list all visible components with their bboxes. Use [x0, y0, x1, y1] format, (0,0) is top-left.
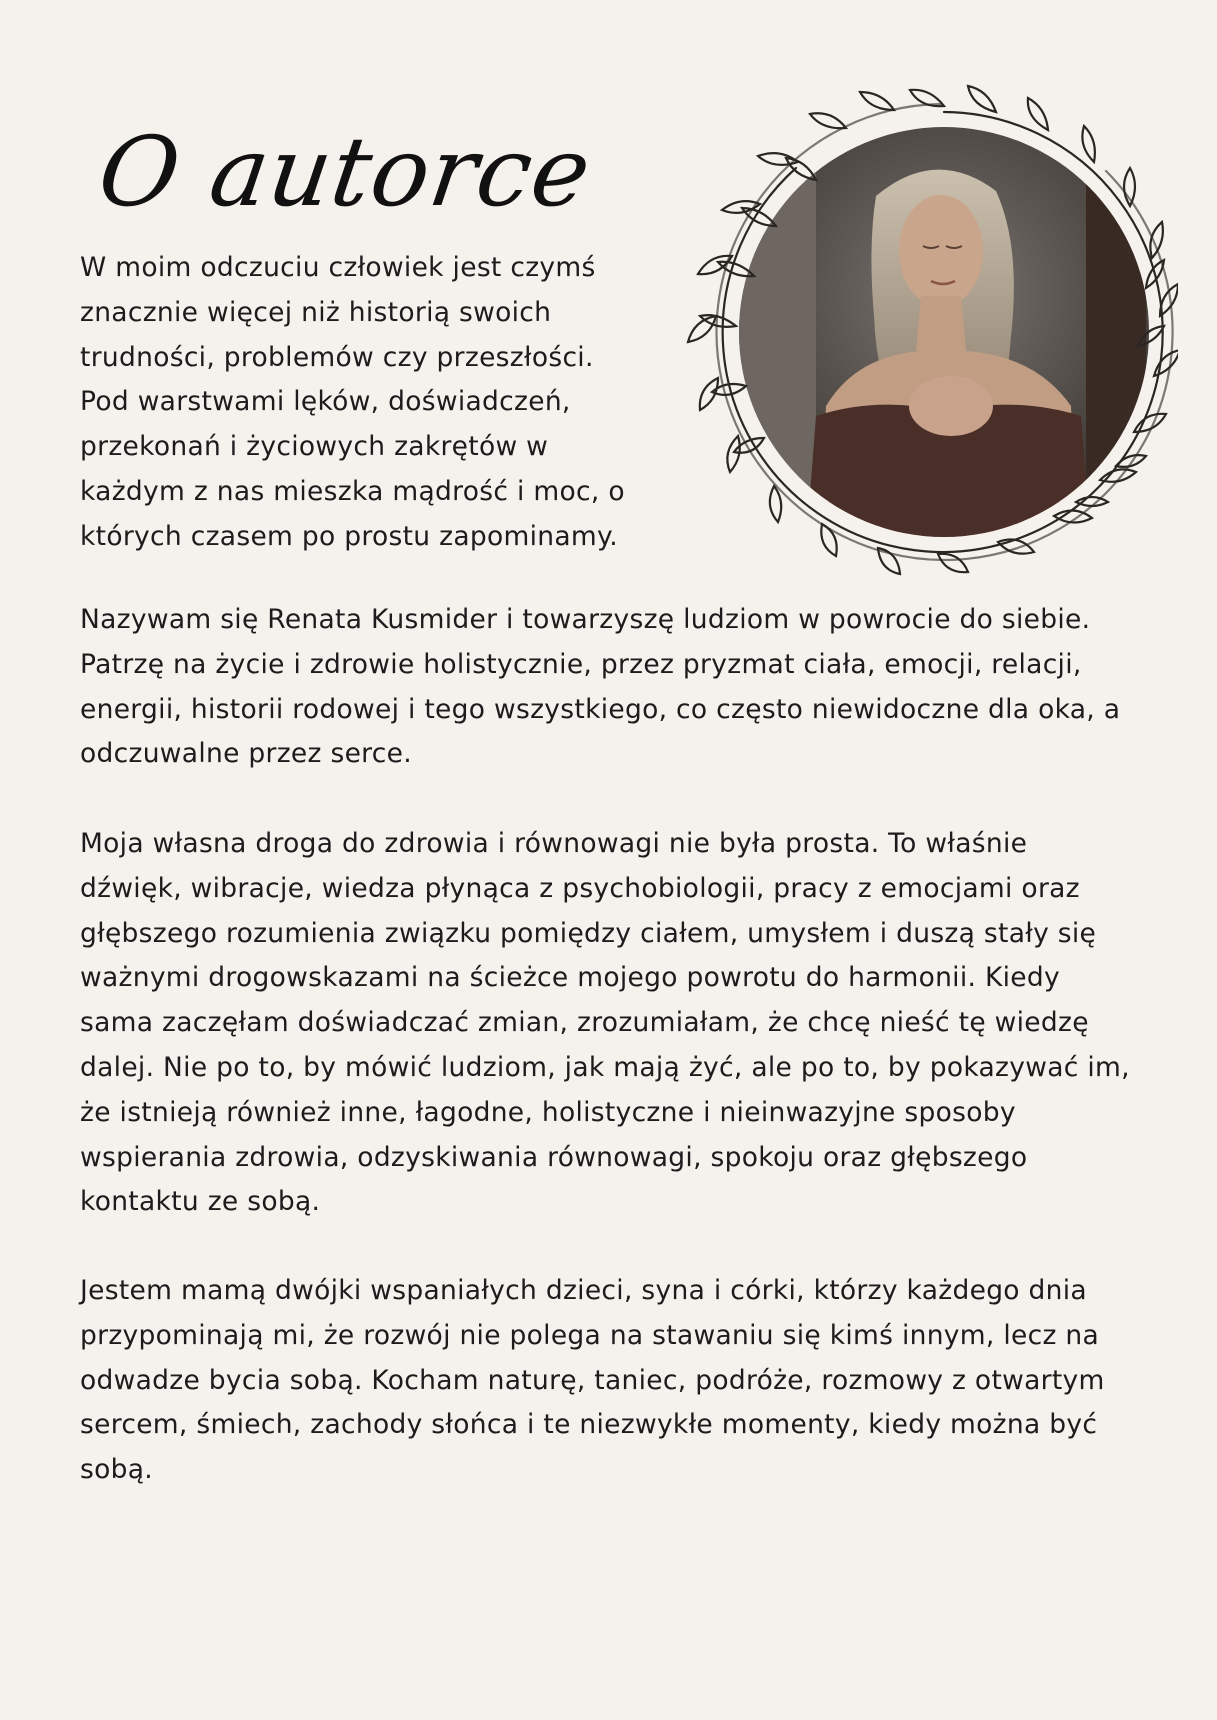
- introduction-paragraph: Nazywam się Renata Kusmider i towarzyszę ludziom w powrocie do siebie. Patrzę na życie i zdrowie holistycznie, przez pryzmat ciała, emocji, relacji, energii, historii rodowej i tego wszystkiego, co często niewidoczne dla oka, a odczuwalne przez serce.: [80, 604, 1121, 770]
- personal-paragraph: Jestem mamą dwójki wspaniałych dzieci, syna i córki, którzy każdego dnia przypominają mi, że rozwój nie polega na stawaniu się kimś innym, lecz na odwadze bycia sobą. Kocham naturę, taniec, podróże, rozmowy z otwartym sercem, śmiech, zachody słońca i te niezwykłe momenty, kiedy można być sobą.: [80, 1275, 1105, 1486]
- author-photo: [736, 126, 1156, 546]
- author-portrait-wreath: [676, 76, 1178, 582]
- intro-paragraph: W moim odczuciu człowiek jest czymś znacznie więcej niż historią swoich trudności, problemów czy przeszłości. Pod warstwami lęków, doświadczeń, przekonań i życiowych zakrętów w każdym z nas mieszka mądrość i moc, o których czasem po prostu zapominamy.: [80, 252, 625, 552]
- journey-paragraph: Moja własna droga do zdrowia i równowagi nie była prosta. To właśnie dźwięk, wibracje, wiedza płynąca z psychobiologii, pracy z emocjami oraz głębszego rozumienia związku pomiędzy ciałem, umysłem i duszą stały się ważnymi drogowskazami na ścieżce mojego powrotu do harmonii. Kiedy sama zaczęłam doświadczać zmian, zrozumiałam, że chcę nieść tę wiedzę dalej. Nie po to, by mówić ludziom, jak mają żyć, ale po to, by pokazywać im, że istnieją również inne, łagodne, holistyczne i nieinwazyjne sposoby wspierania zdrowia, odzyskiwania równowagi, spokoju oraz głębszego kontaktu ze sobą.: [80, 828, 1130, 1218]
- page-title: O autorce: [92, 116, 598, 229]
